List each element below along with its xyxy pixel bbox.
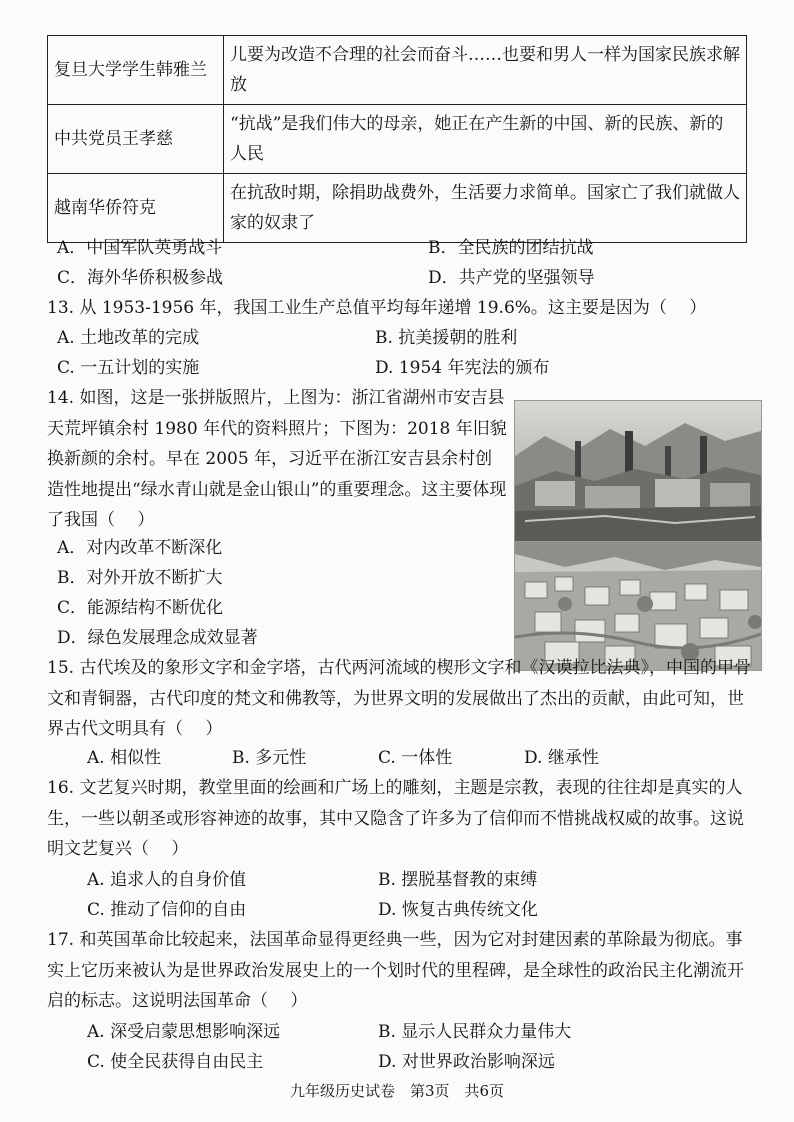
q17-stem: 17. 和英国革命比较起来，法国革命显得更经典一些，因为它对封建因素的革除最为彻底。事实上它历来被认为是世界政治发展史上的一个划时代的里程碑，是全球性的政治民主化潮流开启的标志。这说明法国革命（ ） [47,930,744,1011]
photo-yucun-1980s [514,400,762,542]
q13-option-d: D. 1954 年宪法的颁布 [375,358,550,378]
q17-option-a: A. 深受启蒙思想影响深远 [87,1022,281,1042]
q12-option-d: D．共产党的坚强领导 [428,268,595,288]
q12-option-b: B．全民族的团结抗战 [428,238,594,258]
q16-stem: 16. 文艺复兴时期，教堂里面的绘画和广场上的雕刻，主题是宗教，表现的往往却是真实的人生，一些以朝圣或形容神迹的故事，其中又隐含了许多为了信仰而不惜挑战权威的故事。这说明文艺复兴（ ） [47,778,744,859]
table-cell-person: 复旦大学学生韩雅兰 [48,36,224,105]
q17-option-d: D. 对世界政治影响深远 [378,1052,555,1072]
page-footer: 九年级历史试卷 第3页 共6页 [289,1082,505,1100]
table-cell-person: 越南华侨符克 [48,174,224,243]
q15-option-b: B. 多元性 [232,748,307,768]
q15-option-a: A. 相似性 [87,748,162,768]
q16-option-d: D. 恢复古典传统文化 [378,900,538,920]
q14-option-a: A．对内改革不断深化 [57,538,223,558]
table-cell-person: 中共党员王孝慈 [48,105,224,174]
q17-option-b: B. 显示人民群众力量伟大 [378,1022,572,1042]
table-cell-quote: 儿要为改造不合理的社会而奋斗……也要和男人一样为国家民族求解放 [224,36,747,105]
q13-option-c: C. 一五计划的实施 [57,358,200,378]
q13-stem: 13. 从 1953-1956 年，我国工业生产总值平均每年递增 19.6%。这主要是因为（ ） [47,298,707,318]
q16-option-b: B. 摆脱基督教的束缚 [378,870,538,890]
table-row [48,105,747,174]
q14-option-b: B．对外开放不断扩大 [57,568,223,588]
quotes-table [47,35,747,243]
q15-stem: 15. 古代埃及的象形文字和金字塔，古代两河流域的楔形文字和《汉谟拉比法典》，中国的甲骨文和青铜器，古代印度的梵文和佛教等，为世界文明的发展做出了杰出的贡献，由此可知，世界古代文明具有（ ） [47,658,751,739]
q12-option-a: A．中国军队英勇战斗 [57,238,223,258]
q17-option-c: C. 使全民获得自由民主 [87,1052,264,1072]
table-row [48,36,747,105]
table-cell-quote: 在抗敌时期，除捐助战费外，生活要力求简单。国家亡了我们就做人家的奴隶了 [224,174,747,243]
q15-option-d: D. 继承性 [524,748,599,768]
q14-option-c: C．能源结构不断优化 [57,598,224,618]
q13-option-b: B. 抗美援朝的胜利 [375,328,518,348]
q12-option-c: C．海外华侨积极参战 [57,268,224,288]
q16-option-a: A. 追求人的自身价值 [87,870,247,890]
q16-option-c: C. 推动了信仰的自由 [87,900,247,920]
q14-option-d: D．绿色发展理念成效显著 [57,628,258,648]
q14-stem: 14. 如图，这是一张拼版照片，上图为：浙江省湖州市安吉县天荒坪镇余村 1980 年代的资料照片；下图为：2018 年旧貌换新颜的余村。早在 2005 年，习近平在浙江安吉县余村创造性地提出“绿水青山就是金山银山”的重要理念。这主要体现了我国（ ） [47,388,507,530]
table-cell-quote: “抗战”是我们伟大的母亲，她正在产生新的中国、新的民族、新的人民 [224,105,747,174]
photo-yucun-2018 [514,541,762,671]
q13-option-a: A. 土地改革的完成 [57,328,200,348]
q15-option-c: C. 一体性 [378,748,453,768]
